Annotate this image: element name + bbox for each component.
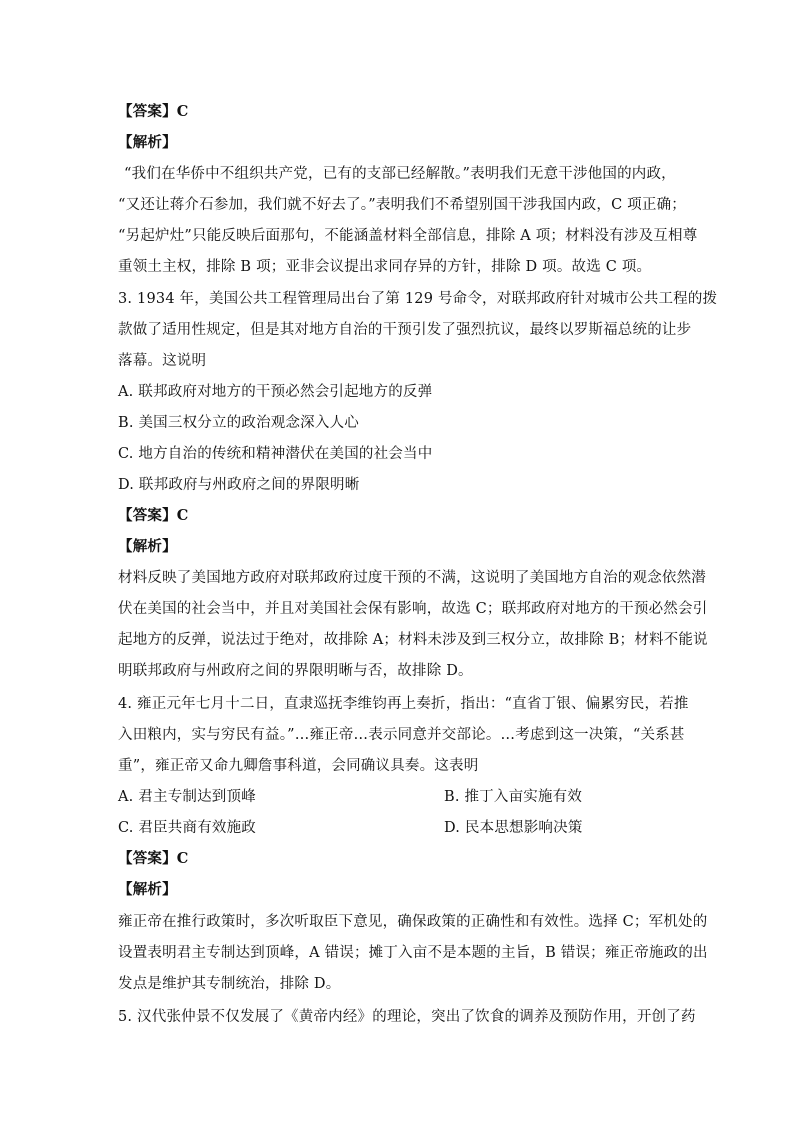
q3-analysis-line: 伏在美国的社会当中，并且对美国社会保有影响，故选 C；联邦政府对地方的干预必然会引 — [118, 601, 708, 617]
q4-stem-line: 重”，雍正帝又命九卿詹事科道，会同确议具奏。这表明 — [118, 758, 479, 774]
q3-stem-line: 落幕。这说明 — [118, 353, 207, 369]
q3-analysis-line: 材料反映了美国地方政府对联邦政府过度干预的不满，这说明了美国地方自治的观念依然潜 — [118, 570, 706, 586]
q4-answer: 【答案】C — [118, 850, 189, 867]
q3-option-a: A. 联邦政府对地方的干预必然会引起地方的反弹 — [118, 384, 433, 400]
q4-option-d: D. 民本思想影响决策 — [444, 820, 583, 836]
q4-analysis-line: 设置表明君主专制达到顶峰，A 错误；摊丁入亩不是本题的主旨，B 错误；雍正帝施政的出 — [118, 945, 708, 961]
q2-analysis-line: 重领土主权，排除 B 项；亚非会议提出求同存异的方针，排除 D 项。故选 C 项。 — [118, 259, 652, 275]
q4-analysis-line: 雍正帝在推行政策时，多次听取臣下意见，确保政策的正确性和有效性。选择 C；军机处的 — [118, 914, 708, 930]
q3-analysis-line: 明联邦政府与州政府之间的界限明晰与否，故排除 D。 — [118, 663, 473, 679]
q4-stem-line: 4. 雍正元年七月十二日，直隶巡抚李维钧再上奏折，指出：“直省丁银、偏累穷民，若推 — [118, 696, 689, 712]
q2-analysis-line: “我们在华侨中不组织共产党，已有的支部已经解散。”表明我们无意干涉他国的内政， — [124, 166, 676, 182]
q2-analysis-line: “另起炉灶”只能反映后面那句，不能涵盖材料全部信息，排除 A 项；材料没有涉及互相尊 — [118, 228, 698, 244]
q3-stem-line: 款做了适用性规定，但是其对地方自治的干预引发了强烈抗议，最终以罗斯福总统的让步 — [118, 322, 692, 338]
q4-option-b: B. 推丁入亩实施有效 — [444, 789, 583, 805]
q4-option-c: C. 君臣共商有效施政 — [118, 820, 256, 836]
q2-analysis-line: “又还让蒋介石参加，我们就不好去了。”表明我们不希望别国干涉我国内政，C 项正确； — [118, 197, 686, 213]
q3-analysis-heading: 【解析】 — [118, 538, 177, 555]
q4-analysis-line: 发点是维护其专制统治，排除 D。 — [118, 976, 341, 992]
q4-analysis-heading: 【解析】 — [118, 881, 177, 898]
q3-answer: 【答案】C — [118, 507, 189, 524]
q4-stem-line: 入田粮内，实与穷民有益。”…雍正帝…表示同意并交部论。…考虑到这一决策，“关系甚 — [118, 727, 685, 743]
q3-option-c: C. 地方自治的传统和精神潜伏在美国的社会当中 — [118, 446, 433, 462]
q2-answer: 【答案】C — [118, 103, 189, 120]
q5-stem-line: 5. 汉代张仲景不仅发展了《黄帝内经》的理论，突出了饮食的调养及预防作用，开创了药 — [118, 1009, 696, 1025]
q3-option-b: B. 美国三权分立的政治观念深入人心 — [118, 415, 359, 431]
q3-analysis-line: 起地方的反弹，说法过于绝对，故排除 A；材料未涉及到三权分立，故排除 B；材料不能说 — [118, 632, 708, 648]
q2-analysis-heading: 【解析】 — [118, 134, 177, 151]
q3-option-d: D. 联邦政府与州政府之间的界限明晰 — [118, 477, 360, 493]
q3-stem-line: 3. 1934 年，美国公共工程管理局出台了第 129 号命令，对联邦政府针对城市公共工程的拨 — [118, 291, 718, 307]
q4-option-a: A. 君主专制达到顶峰 — [118, 789, 256, 805]
